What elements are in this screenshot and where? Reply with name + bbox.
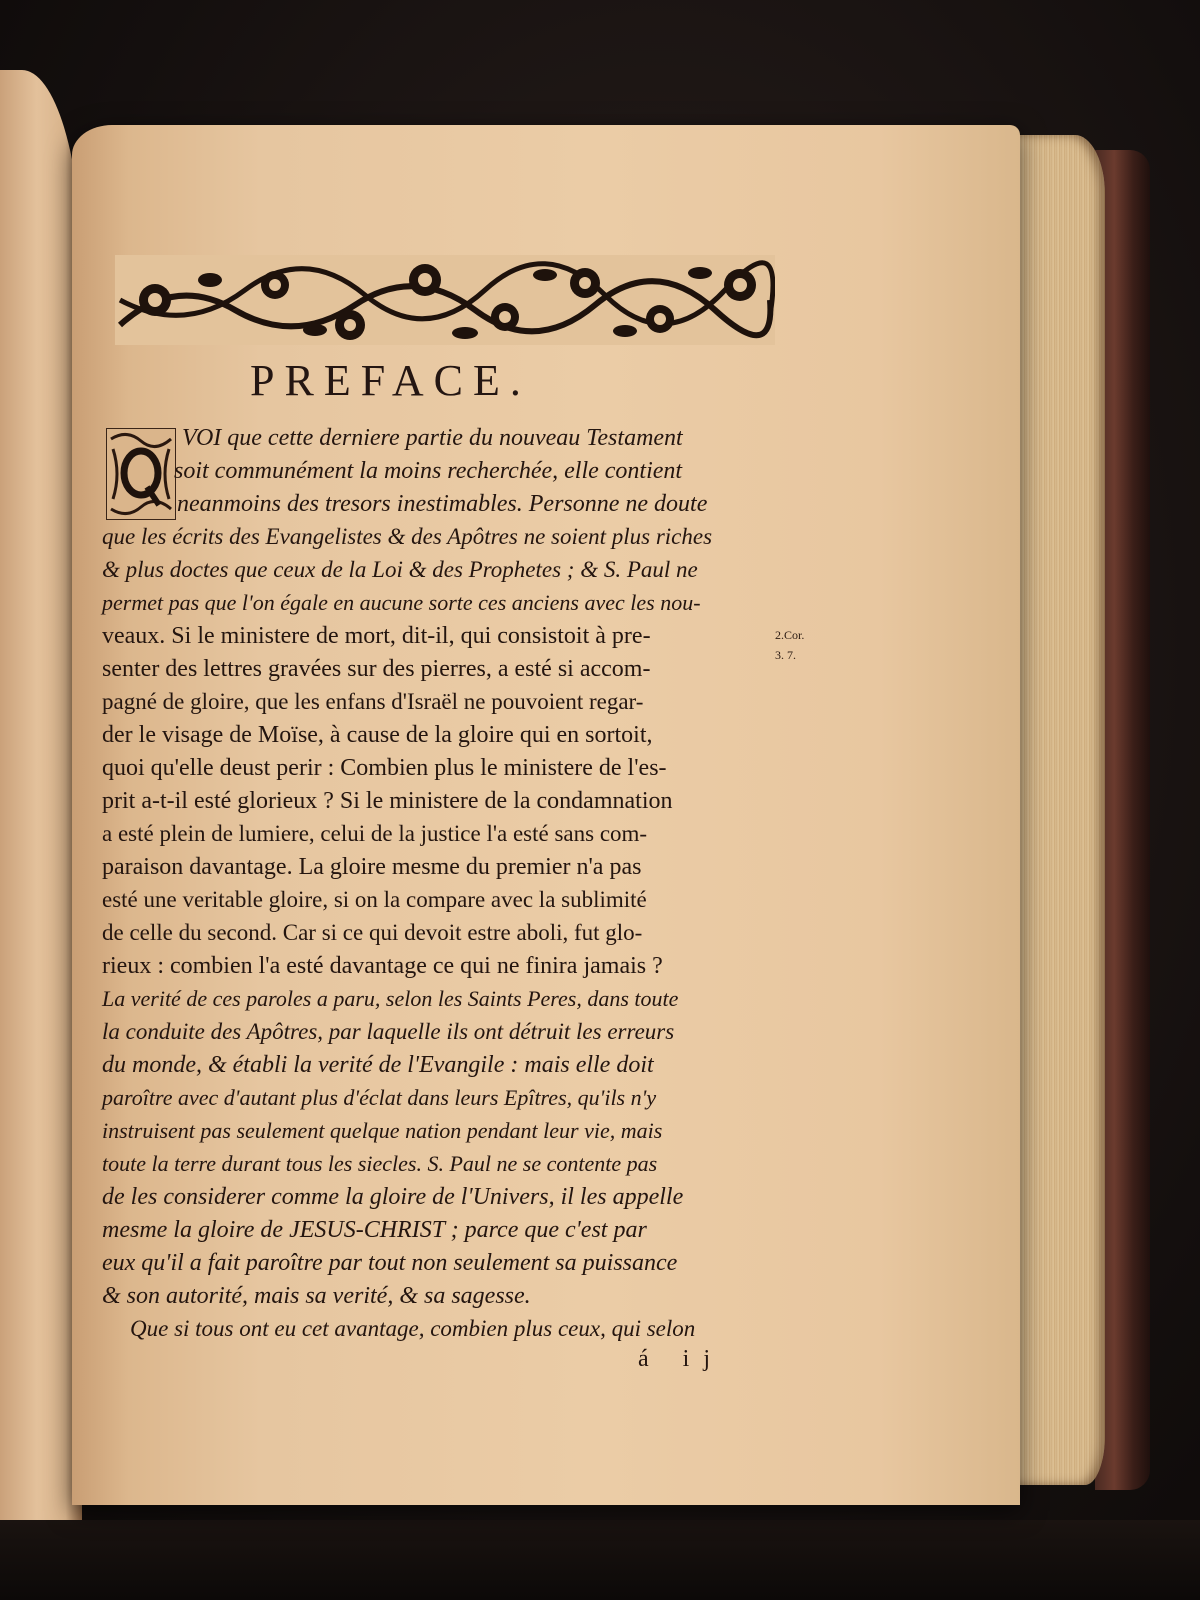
text-line: esté une veritable gloire, si on la compare avec la sublimité xyxy=(102,887,647,912)
text-line: quoi qu'elle deust perir : Combien plus le ministere de l'es- xyxy=(102,755,667,781)
text-line: du monde, & établi la verité de l'Evangile : mais elle doit xyxy=(102,1052,654,1078)
text-line: pagné de gloire, que les enfans d'Israël ne pouvoient regar- xyxy=(102,689,644,714)
text-line: a esté plein de lumiere, celui de la justice l'a esté sans com- xyxy=(102,821,648,846)
text-line: eux qu'il a fait paroître par tout non seulement sa puissance xyxy=(102,1250,678,1276)
text-line: senter des lettres gravées sur des pierres, a esté si accom- xyxy=(102,656,651,682)
text-line: permet pas que l'on égale en aucune sorte ces anciens avec les nou- xyxy=(102,590,701,615)
text-line: de celle du second. Car si ce qui devoit estre aboli, fut glo- xyxy=(102,920,643,945)
floral-headpiece-ornament xyxy=(115,255,775,345)
page-title: PREFACE. xyxy=(250,356,531,405)
text-line: & plus doctes que ceux de la Loi & des Prophetes ; & S. Paul ne xyxy=(102,557,698,582)
signature-mark: á ij xyxy=(638,1346,724,1372)
text-line: la conduite des Apôtres, par laquelle ils ont détruit les erreurs xyxy=(102,1019,675,1044)
margin-reference-verse: 3. 7. xyxy=(775,648,796,662)
text-line: mesme la gloire de JESUS-CHRIST ; parce que c'est par xyxy=(102,1217,647,1243)
text-line: der le visage de Moïse, à cause de la gloire qui en sortoit, xyxy=(102,722,653,748)
text-line: rieux : combien l'a esté davantage ce qui ne finira jamais ? xyxy=(102,953,663,979)
page-block-edge xyxy=(1010,135,1105,1485)
text-line: VOI que cette derniere partie du nouveau Testament xyxy=(182,425,683,451)
text-line: soit communément la moins recherchée, elle contient xyxy=(174,458,683,484)
bottom-shadow xyxy=(0,1520,1200,1600)
text-line: La verité de ces paroles a paru, selon les Saints Peres, dans toute xyxy=(102,986,679,1011)
text-line: toute la terre durant tous les siecles. S. Paul ne se contente pas xyxy=(102,1151,658,1176)
text-line: paroître avec d'autant plus d'éclat dans leurs Epîtres, qu'ils n'y xyxy=(102,1085,657,1110)
text-line: veaux. Si le ministere de mort, dit-il, qui consistoit à pre- xyxy=(102,623,651,649)
text-line: que les écrits des Evangelistes & des Apôtres ne soient plus riches xyxy=(102,524,713,549)
text-line: & son autorité, mais sa verité, & sa sagesse. xyxy=(102,1283,531,1309)
margin-reference: 2.Cor. xyxy=(775,628,805,642)
text-line: instruisent pas seulement quelque nation pendant leur vie, mais xyxy=(102,1118,663,1143)
text-line: Que si tous ont eu cet avantage, combien plus ceux, qui selon xyxy=(130,1316,696,1341)
text-line: de les considerer comme la gloire de l'Univers, il les appelle xyxy=(102,1184,684,1210)
left-page-edge xyxy=(0,70,82,1600)
text-line: neanmoins des tresors inestimables. Personne ne doute xyxy=(177,491,708,517)
text-line: prit a-t-il esté glorieux ? Si le ministere de la condamnation xyxy=(102,788,673,814)
text-line: paraison davantage. La gloire mesme du premier n'a pas xyxy=(102,854,642,880)
decorated-initial-q xyxy=(106,428,176,520)
